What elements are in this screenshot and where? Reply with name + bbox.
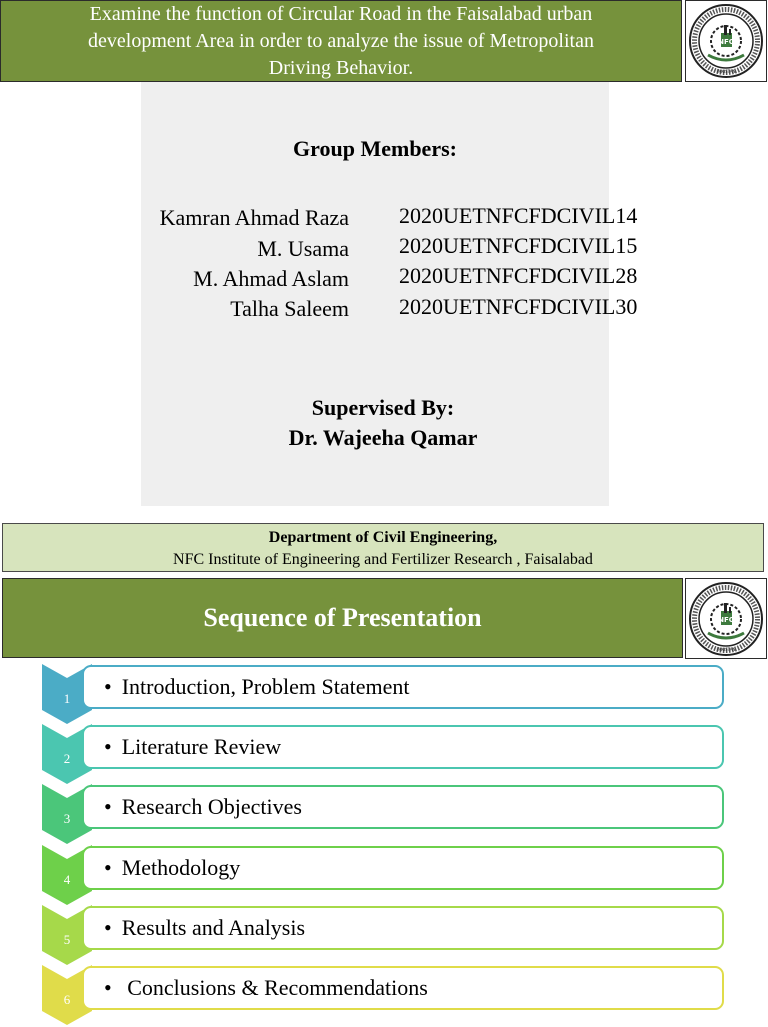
sequence-item	[82, 966, 724, 1010]
slide-title-line-2: development Area in order to analyze the issue of Metropolitan	[88, 30, 594, 52]
nfc-seal-center-text-2: NFC	[718, 615, 734, 624]
sequence-item	[82, 725, 724, 769]
sequence-number: 5	[63, 931, 71, 947]
sequence-number: 4	[63, 871, 71, 887]
bullet-icon: •	[104, 854, 112, 880]
sequence-item	[82, 906, 724, 950]
sequence-item-label: Literature Review	[121, 734, 282, 760]
institute-logo	[685, 0, 767, 82]
supervisor-name: Dr. Wajeeha Qamar	[288, 425, 478, 450]
institute-logo-2	[685, 578, 767, 659]
nfc-seal-center-text: NFC	[718, 38, 734, 46]
sequence-item-label: Research Objectives	[121, 794, 302, 820]
member-name-1: Kamran Ahmad Raza	[159, 205, 349, 230]
bullet-icon: •	[104, 794, 112, 820]
sequence-number: 2	[63, 751, 71, 767]
supervised-by-label: Supervised By:	[311, 395, 455, 420]
bullet-icon: •	[104, 914, 112, 940]
member-id-4: 2020UETNFCFDCIVIL30	[399, 294, 638, 319]
nfc-seal-bottom-text-2: PAKISTAN	[716, 646, 736, 652]
member-name-3: M. Ahmad Aslam	[193, 266, 349, 291]
slide-title	[0, 0, 682, 82]
sequence-item-label: Conclusions & Recommendations	[121, 975, 428, 1000]
sequence-number: 1	[63, 691, 71, 706]
nfc-seal-bottom-text: PAKISTAN	[716, 69, 736, 74]
member-id-2: 2020UETNFCFDCIVIL15	[399, 233, 638, 258]
member-name-4: Talha Saleem	[230, 296, 349, 321]
institute-name: NFC Institute of Engineering and Fertilizer Research , Faisalabad	[173, 551, 593, 568]
nfc-seal-icon-2	[688, 581, 764, 657]
sequence-item	[82, 665, 724, 709]
member-id-3: 2020UETNFCFDCIVIL28	[399, 263, 638, 288]
sequence-item	[82, 785, 724, 829]
bullet-icon: •	[104, 975, 112, 1000]
bullet-icon: •	[104, 674, 112, 699]
sequence-title: Sequence of Presentation	[2, 578, 683, 658]
department-box	[2, 523, 764, 572]
sequence-number: 6	[63, 992, 71, 1007]
nfc-seal-icon	[688, 3, 764, 79]
group-members-heading: Group Members:	[293, 136, 457, 161]
department-name: Department of Civil Engineering,	[268, 529, 498, 546]
sequence-item-label: Results and Analysis	[121, 914, 306, 940]
slide-title-line-1: Examine the function of Circular Road in the Faisalabad urban	[89, 3, 593, 25]
bullet-icon: •	[104, 734, 112, 760]
slide-title-line-3: Driving Behavior.	[268, 57, 414, 79]
sequence-item	[82, 846, 724, 890]
member-name-2: M. Usama	[257, 236, 349, 261]
sequence-number: 3	[63, 811, 71, 827]
sequence-item-label: Methodology	[121, 854, 241, 880]
sequence-item-label: Introduction, Problem Statement	[121, 674, 410, 699]
member-id-1: 2020UETNFCFDCIVIL14	[399, 203, 638, 228]
